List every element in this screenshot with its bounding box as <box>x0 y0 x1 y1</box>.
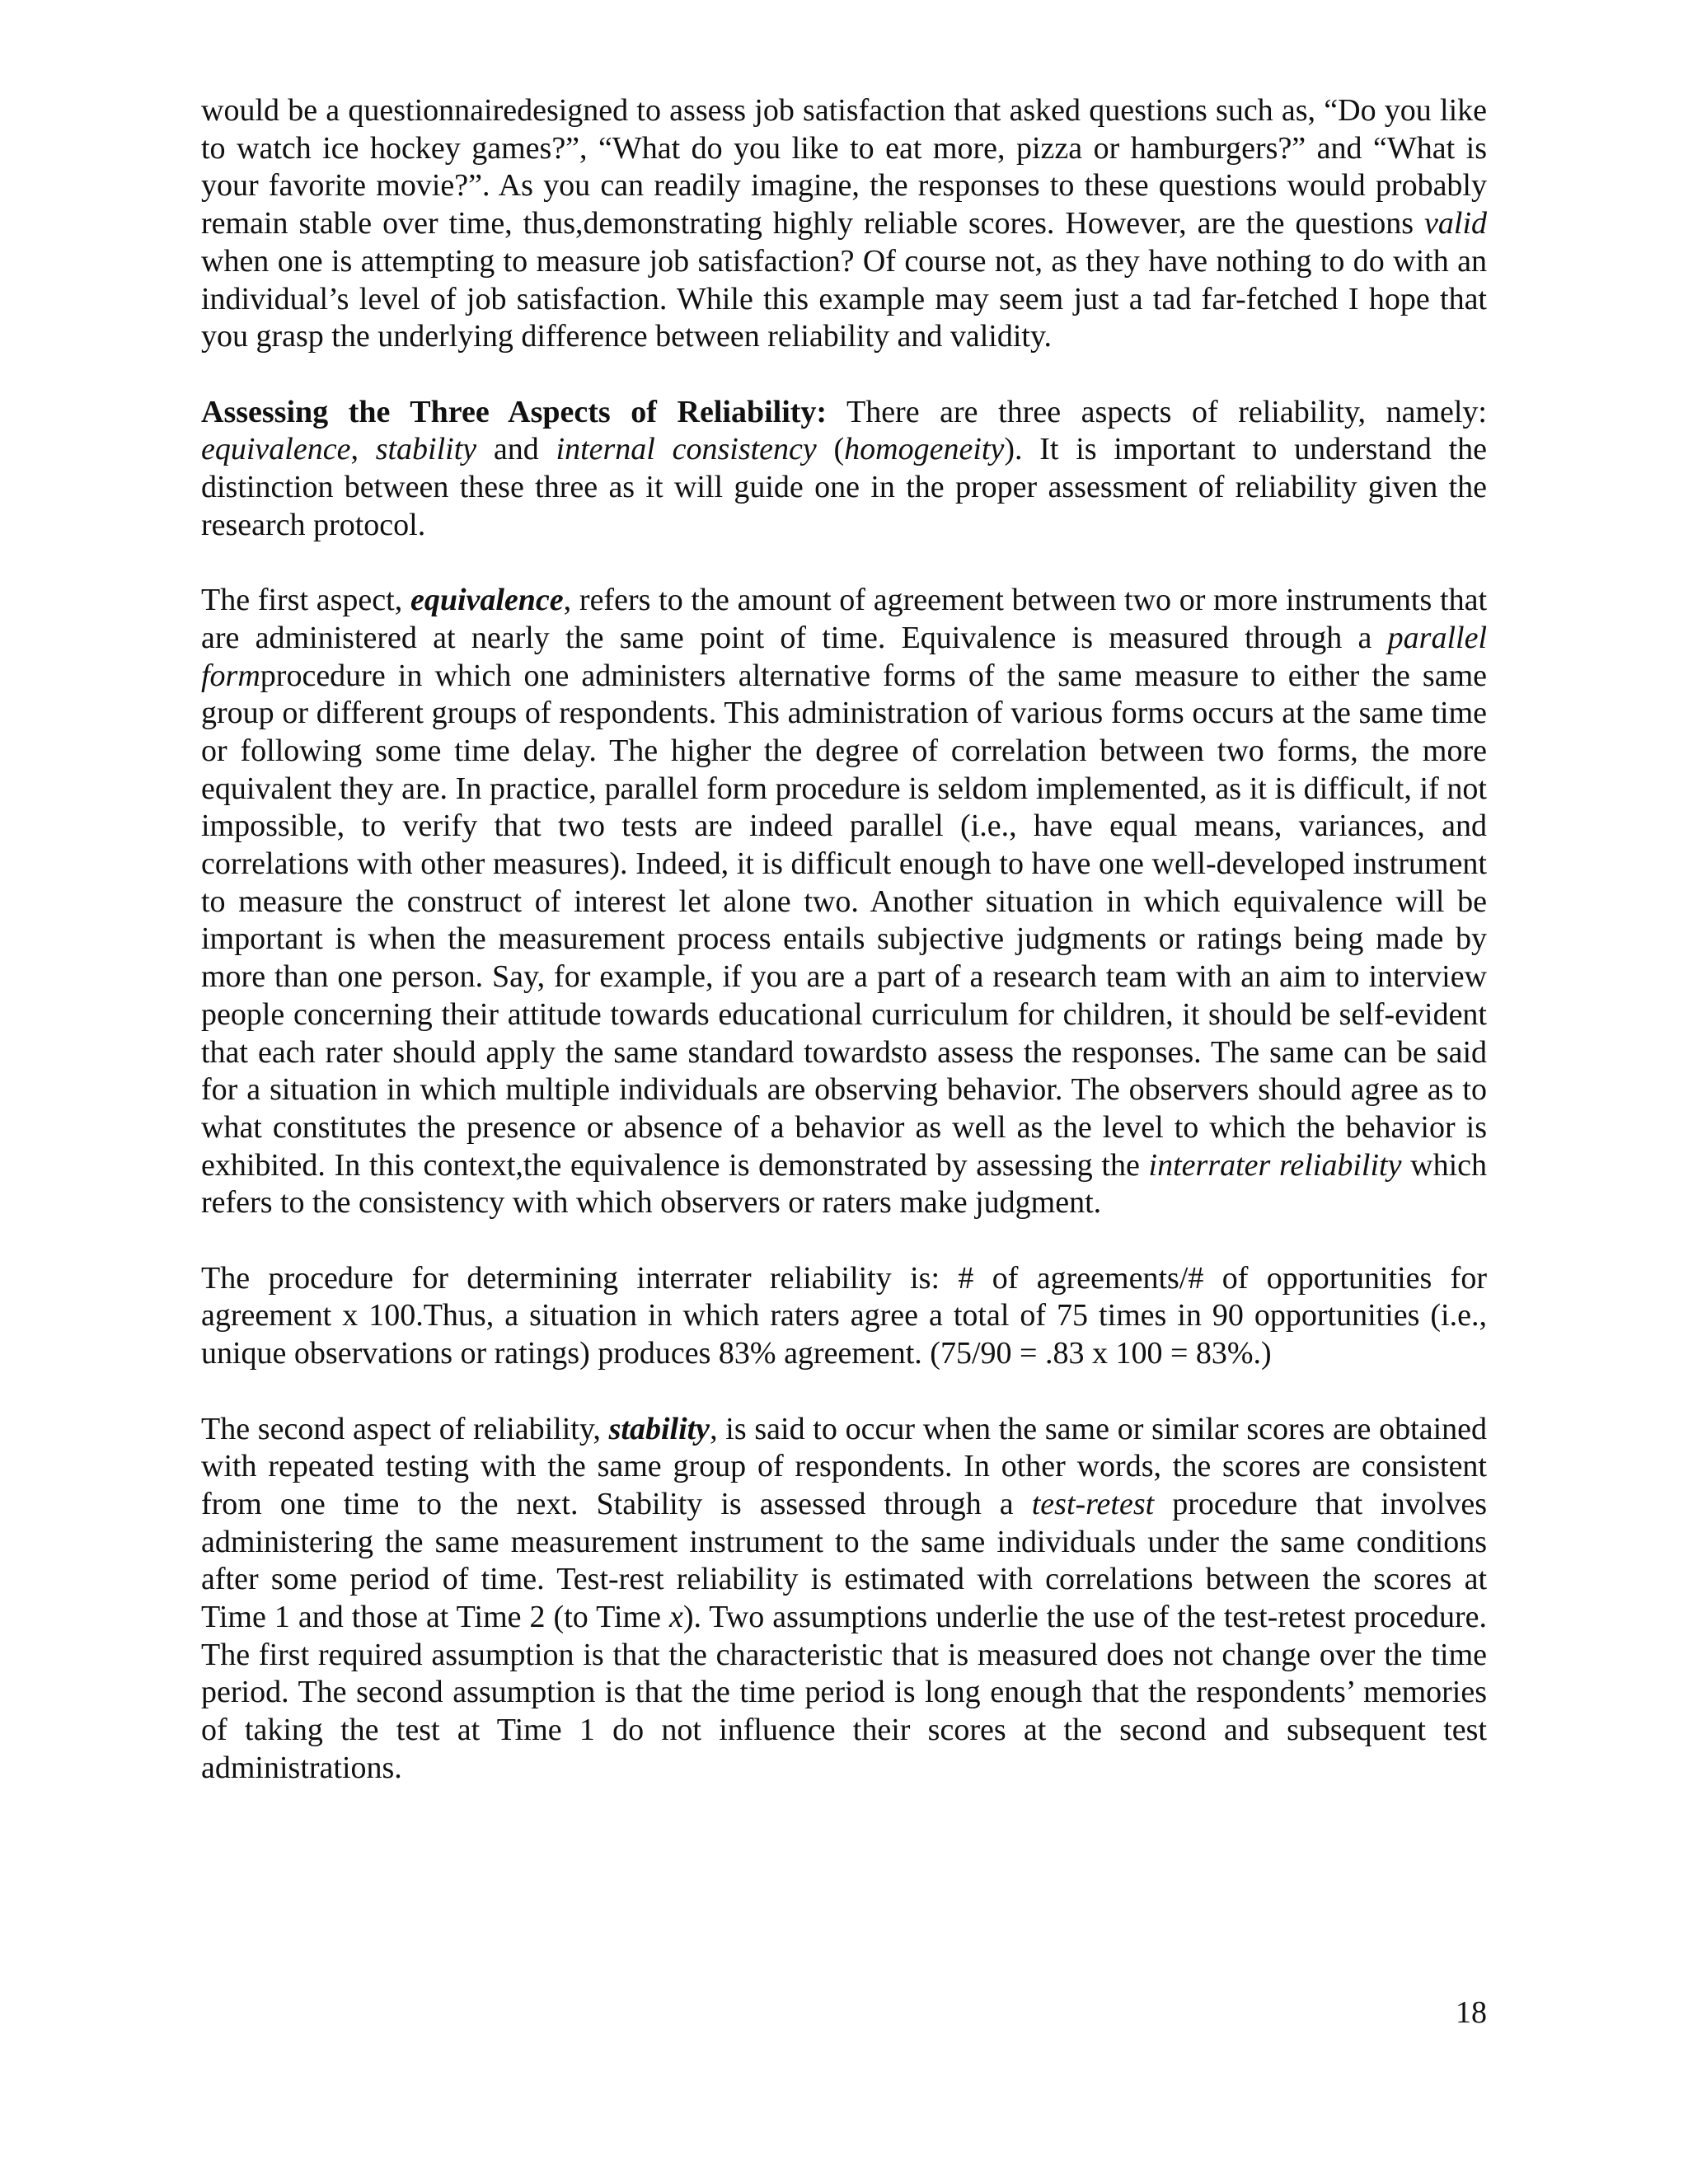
paragraph-interrater-procedure <box>201 1260 1487 1373</box>
italic-term-parallel-form: parallel form <box>201 620 1487 693</box>
text-run: There are three aspects of reliability, namely: <box>827 394 1487 429</box>
text-run: , is said to occur when the same or similar scores are obtained with repeated testing with the same group of respondents. In other words, the scores are consistent from one time to the next. Stability is assessed through a <box>201 1411 1488 1521</box>
paragraph-stability <box>201 1411 1487 1788</box>
italic-term-homogeneity: homogeneity <box>844 432 1005 467</box>
italic-term-valid: valid <box>1424 206 1487 241</box>
text-run: ( <box>816 432 845 467</box>
paragraph-three-aspects <box>201 394 1487 545</box>
bold-wrapper <box>410 583 564 617</box>
text-run: ). It is important to understand the distinction between these three as it will guide one in the proper assessment of reliability given the research protocol. <box>201 432 1487 542</box>
paragraph-validity-example <box>201 92 1487 356</box>
italic-term-internal-consistency: internal consistency <box>556 432 817 467</box>
text-run: when one is attempting to measure job satisfaction? Of course not, as they have nothing to do with an individual’s level of job satisfaction. While this example may seem just a tad far-fetched I hope that you grasp the underlying difference between reliability and validity. <box>201 243 1487 354</box>
bold-italic-term-stability: stability <box>608 1411 710 1446</box>
text-run: and <box>476 432 556 467</box>
bold-wrapper <box>609 1412 710 1446</box>
page-number: 18 <box>1456 1995 1487 2030</box>
text-run: The first aspect, <box>201 583 410 618</box>
text-run: procedure in which one administers alternative forms of the same measure to either the same group or different groups of respondents. This administration of various forms occurs at the same time or following some time delay. The higher the degree of correlation between two forms, the more equivalent they are. In practice, parallel form procedure is seldom implemented, as it is difficult, if not impossible, to verify that two tests are indeed parallel (i.e., have equal means, variances, and correlations with other measures). Indeed, it is difficult enough to have one well-developed instrument to measure the construct of interest let alone two. Another situation in which equivalence will be important is when the measurement process entails subjective judgments or ratings being made by more than one person. Say, for example, if you are a part of a research team with an aim to interview people concerning their attitude towards educational curriculum for children, it should be self-evident that each rater should apply the same standard towardsto assess the responses. The same can be said for a situation in which multiple individuals are observing behavior. The observers should agree as to what constitutes the presence or absence of a behavior as well as the level to which the behavior is exhibited. In this context,the equivalence is demonstrated by assessing the <box>201 658 1487 1183</box>
italic-term-stability: stability <box>375 432 477 467</box>
text-run: would be a questionnairedesigned to assess job satisfaction that asked questions such as, “Do you like to watch ice hockey games?”, “What do you like to eat more, pizza or hamburgers?” and “What is your favorite movie?”. As you can readily imagine, the responses to these questions would probably remain stable over time, thus,demonstrating highly reliable scores. However, are the questions <box>201 93 1487 241</box>
paragraph-equivalence <box>201 582 1487 1222</box>
text-run: which refers to the consistency with which observers or raters make judgment. <box>201 1147 1487 1221</box>
italic-term-test-retest: test-retest <box>1031 1486 1155 1521</box>
text-run: , <box>350 432 376 467</box>
text-run: procedure that involves administering the same measurement instrument to the same individuals under the same conditions after some period of time. Test-rest reliability is estimated with correlations between the scores at Time 1 and those at Time 2 (to Time <box>201 1486 1487 1635</box>
section-heading-inline: Assessing the Three Aspects of Reliability: <box>201 394 828 429</box>
text-run: The procedure for determining interrater reliability is: # of agreements/# of opportunities for agreement x 100.Thus, a situation in which raters agree a total of 75 times in 90 opportunities (i.e., unique observations or ratings) produces 83% agreement. (75/90 = .83 x 100 = 83%.) <box>201 1260 1487 1371</box>
body-text <box>201 92 1487 1788</box>
text-run: The second aspect of reliability, <box>201 1411 609 1446</box>
italic-term-equivalence: equivalence <box>201 432 351 467</box>
text-run: ). Two assumptions underlie the use of the test-retest procedure. The first required assumption is that the characteristic that is measured does not change over the time period. The second assumption is that the time period is long enough that the respondents’ memories of taking the test at Time 1 do not influence their scores at the second and subsequent test administrations. <box>201 1600 1487 1785</box>
italic-term-interrater-reliability: interrater reliability <box>1148 1147 1402 1183</box>
text-run: , refers to the amount of agreement between two or more instruments that are administered at nearly the same point of time. Equivalence is measured through a <box>201 583 1487 655</box>
bold-italic-term-equivalence: equivalence <box>410 583 564 618</box>
italic-term-time-x: x <box>668 1600 683 1635</box>
